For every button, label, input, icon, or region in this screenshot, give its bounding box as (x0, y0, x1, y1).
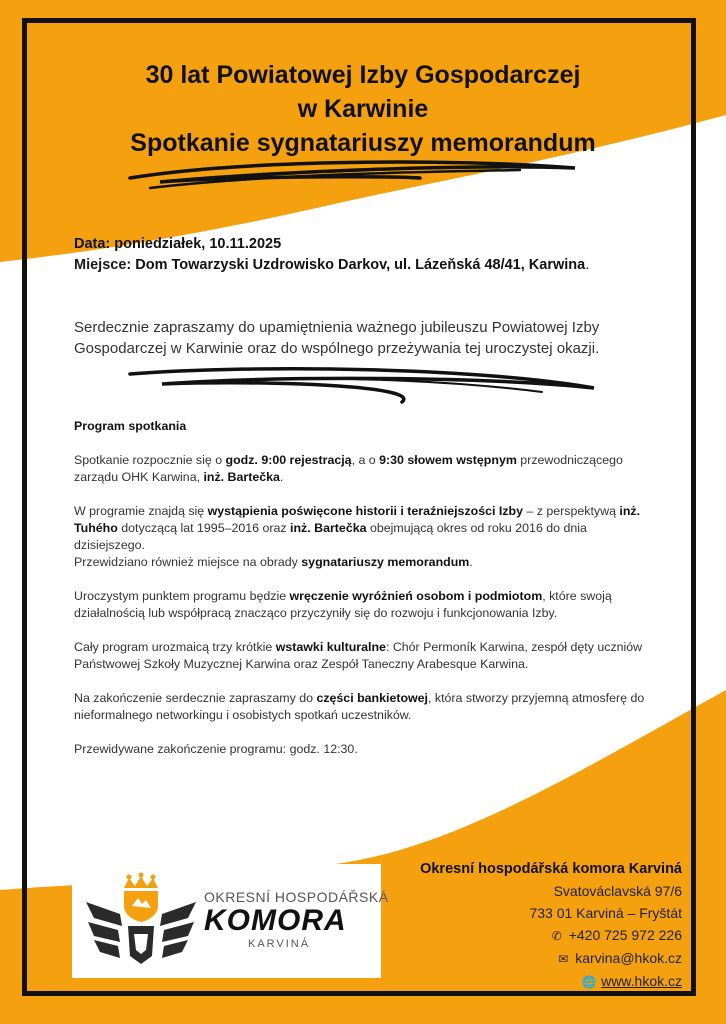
p2-bold: wystąpienia poświęcone historii i teraźniejszości Izby (207, 504, 523, 518)
p1-text: , a o (351, 453, 380, 467)
p1-bold: 9:30 słowem wstępnym (379, 453, 517, 467)
p3-bold: wręczenie wyróżnień osobom i podmiotom (289, 589, 543, 603)
title-line-1: 30 lat Powiatowej Izby Gospodarczej (145, 61, 581, 89)
event-place-value: : Dom Towarzyski Uzdrowisko Darkov, ul. Lázeňská 48/41, Karwina (126, 257, 586, 273)
event-meta (74, 234, 634, 276)
event-place (74, 255, 634, 276)
mail-icon: ✉ (558, 952, 569, 966)
program-heading: Program spotkania (74, 419, 187, 433)
contact-website-link[interactable]: www.hkok.cz (601, 973, 682, 989)
program-paragraph-4 (74, 639, 654, 673)
program-section (74, 418, 654, 775)
p2-bold: inż. Bartečka (290, 521, 367, 535)
page-title (60, 58, 666, 160)
decorative-swoosh-top (120, 158, 590, 198)
p5-bold: części bankietowej (316, 691, 429, 705)
title-line-3: Spotkanie sygnatariuszy memorandum (130, 129, 596, 157)
program-paragraph-1 (74, 452, 654, 486)
program-paragraph-3 (74, 588, 654, 622)
globe-icon: 🌐 (581, 975, 597, 989)
event-place-label: Miejsce (74, 257, 127, 273)
contact-street: Svatováclavská 97/6 (553, 883, 682, 899)
p2-text: dotyczącą lat 1995–2016 oraz (117, 521, 291, 535)
program-paragraph-2 (74, 503, 654, 571)
p2-text: – z perspektywą (522, 504, 620, 518)
contact-phone: +420 725 972 226 (568, 927, 682, 943)
p3-text: , które swoją działalnością lub współpracą znacząco przyczyniły się do rozwoju i funkcjonowania Izby. (74, 589, 612, 620)
logo-text-line-3: KARVINÁ (248, 938, 311, 950)
p4-text: : Chór Permoník Karwina, zespół dęty uczniów Państwowej Szkoły Muzycznej Karwina oraz Zespół Taneczny Arabesque Karwina. (74, 640, 643, 671)
p1-bold: godz. 9:00 rejestracją (225, 453, 352, 467)
p1-text: przewodniczącego zarządu OHK Karwina, (74, 453, 623, 484)
contact-phone-row (420, 924, 682, 947)
p4-bold: wstawki kulturalne (275, 640, 386, 654)
p1-text: Spotkanie rozpocznie się o (74, 453, 226, 467)
p2-text: W programie znajdą się (74, 504, 208, 518)
phone-icon: ✆ (551, 929, 562, 943)
contact-block (420, 858, 682, 993)
contact-city: 733 01 Karviná – Fryštát (529, 905, 682, 921)
decorative-swoosh-middle (122, 362, 602, 404)
contact-email-row (420, 947, 682, 970)
program-paragraph-5 (74, 690, 654, 724)
event-date: Data: poniedziałek, 10.11.2025 (74, 236, 282, 252)
logo-text-line-2: KOMORA (204, 904, 347, 937)
logo-text-line-1: OKRESNÍ HOSPODÁŘSKÁ (204, 889, 389, 905)
p2-bold: inż. Tuhého (74, 504, 641, 535)
p2-bold: sygnatariuszy memorandum (301, 555, 470, 569)
p1-text: . (279, 470, 284, 484)
contact-web-row (420, 970, 682, 993)
p2-text: . (469, 555, 473, 569)
p2-text: obejmującą okres od roku 2016 do dnia dzisiejszego. (74, 521, 587, 552)
contact-organization: Okresní hospodářská komora Karviná (420, 861, 682, 877)
intro-text: Serdecznie zapraszamy do upamiętnienia ważnego jubileuszu Powiatowej Izby Gospodarczej w Karwinie oraz do wspólnego przeżywania tej uroczystej okazji. (74, 319, 600, 357)
program-end-time: Przewidywane zakończenie programu: godz. 12:30. (74, 742, 358, 756)
p4-text: Cały program urozmaicą trzy krótkie (74, 640, 276, 654)
title-line-2: w Karwinie (297, 95, 429, 123)
p3-text: Uroczystym punktem programu będzie (74, 589, 290, 603)
p5-text: , która stworzy przyjemną atmosferę do nieformalnego networkingu i osobistych spotkań uczestników. (74, 691, 645, 722)
event-place-end: . (585, 257, 590, 273)
p5-text: Na zakończenie serdecznie zapraszamy do (74, 691, 317, 705)
p2-text: Przewidziano również miejsce na obrady (74, 555, 302, 569)
contact-email[interactable]: karvina@hkok.cz (575, 950, 682, 966)
p1-bold: inż. Bartečka (203, 470, 280, 484)
